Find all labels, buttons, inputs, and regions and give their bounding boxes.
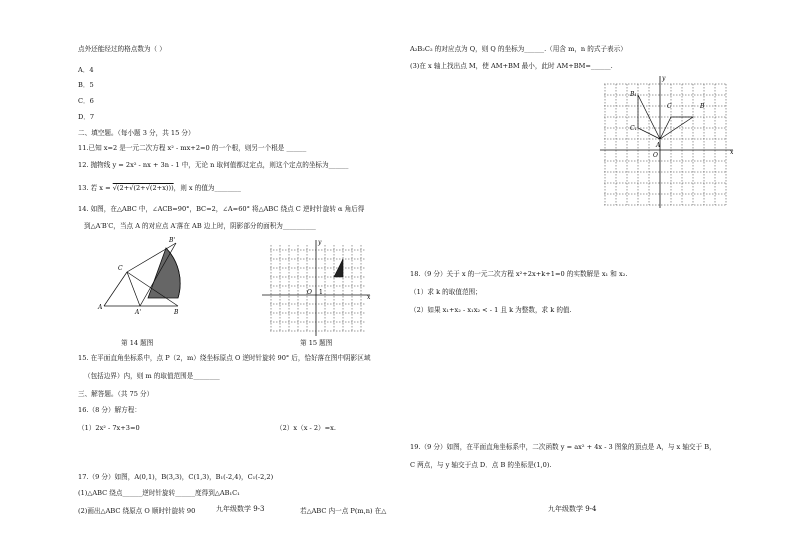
q10-tail: 点外还能经过的格点数为（ ） bbox=[78, 45, 166, 53]
question-17-line3a: (2)画出△ABC 绕原点 O 顺时针旋转 90 bbox=[78, 507, 196, 515]
footer-right: 九年级数学 9-4 bbox=[548, 505, 597, 513]
question-18: 18.（9 分）关于 x 的一元二次方程 x²+2x+k+1=0 的实数解是 x₁ 和 x₂. bbox=[410, 270, 628, 278]
label-a-prime: A' bbox=[135, 309, 141, 316]
section3-heading: 三、解答题。（共 75 分） bbox=[78, 390, 154, 398]
label-b1: B₁ bbox=[630, 91, 637, 98]
question-12: 12. 抛物线 y = 2x² - nx + 3n - 1 中，无论 n 取何值都过定点，则这个定点的坐标为______ bbox=[78, 161, 349, 169]
figure-15 bbox=[258, 232, 378, 342]
label-one: 1 bbox=[319, 289, 323, 296]
question-17-line3b: 若△ABC 内一点 P(m,n) 在△ bbox=[300, 507, 387, 515]
question-11: 11.已知 x=2 是一元二次方程 x² - mx+2=0 的一个根，则另一个根是 ______ bbox=[78, 144, 307, 152]
label-x: x bbox=[730, 149, 734, 156]
label-x: x bbox=[367, 294, 371, 301]
question-19-line2: C 两点，与 y 轴交于点 D．点 B 的坐标是(1,0). bbox=[410, 461, 552, 469]
grid-17 bbox=[604, 84, 727, 205]
question-14-line1: 14. 如图，在△ABC 中，∠ACB=90°，BC=2，∠A=60° 将△ABC 绕点 C 逆时针旋转 α 角后得 bbox=[78, 205, 365, 213]
question-16-part1: （1）2x² - 7x+3=0 bbox=[78, 424, 140, 432]
label-b-prime: B' bbox=[169, 237, 176, 244]
figure-14-caption: 第 14 题图 bbox=[121, 339, 154, 347]
option-a: A．4 bbox=[78, 66, 94, 74]
question-16-part2: （2）x（x - 2）=x. bbox=[276, 424, 336, 432]
grid-15 bbox=[270, 245, 366, 331]
question-18-part2: （2）如果 x₁+x₂ - x₁x₂ < - 1 且 k 为整数，求 k 的值. bbox=[410, 306, 572, 314]
label-a: A bbox=[656, 142, 661, 149]
label-b: B bbox=[700, 103, 705, 110]
figure-14 bbox=[95, 228, 205, 318]
label-c1: C₁ bbox=[630, 125, 637, 132]
option-b: B．5 bbox=[78, 81, 94, 89]
footer-left: 九年级数学 9-3 bbox=[216, 505, 265, 513]
label-c: C bbox=[118, 265, 123, 272]
q13-suffix: ，则 x 的值为________ bbox=[173, 184, 241, 192]
question-17-continued: A₂B₂C₂ 的对应点为 Q，则 Q 的坐标为______.（用含 m，n 的式子表示） bbox=[410, 45, 627, 53]
q13-radical: √(2+√(2+√(2+x))) bbox=[112, 184, 174, 192]
q13-prefix: 13. 若 x = bbox=[78, 184, 113, 192]
question-14-line2: 到△A′B′C，当点 A 的对应点 A′落在 AB 边上时，阴影部分的面积为__________ bbox=[84, 222, 316, 230]
label-y: y bbox=[318, 239, 322, 246]
question-17-line2: (1)△ABC 绕点______逆时针旋转______度得到△AB₁C₁ bbox=[78, 489, 240, 497]
option-d: D．7 bbox=[78, 113, 95, 121]
question-17-line1: 17.（9 分）如图，A(0,1)，B(3,3)，C(1,3)，B₁(-2,4)，C₁(-2,2) bbox=[78, 473, 274, 481]
shaded-region-15 bbox=[334, 259, 343, 277]
label-o: O bbox=[653, 152, 658, 159]
question-15-line1: 15. 在平面直角坐标系中，点 P（2，m）绕坐标原点 O 逆时针旋转 90° 后，恰好落在图中阴影区域 bbox=[78, 354, 371, 362]
label-c: C bbox=[667, 103, 672, 110]
option-c: C．6 bbox=[78, 97, 94, 105]
question-15-line2: （包括边界）内，则 m 的取值范围是________ bbox=[84, 372, 220, 380]
label-b: B bbox=[174, 309, 179, 316]
figure-15-caption: 第 15 题图 bbox=[300, 339, 333, 347]
label-y: y bbox=[662, 75, 666, 82]
question-19-line1: 19.（9 分）如图，在平面直角坐标系中，二次函数 y = ax² + 4x - 3 图象的顶点是 A，与 x 轴交于 B， bbox=[410, 443, 716, 451]
section2-heading: 二、填空题。（每小题 3 分，共 15 分） bbox=[78, 129, 195, 137]
figure-17-grid bbox=[598, 72, 738, 212]
question-13 bbox=[78, 184, 241, 192]
question-18-part1: （1）求 k 的取值范围； bbox=[410, 288, 482, 296]
shaded-sector bbox=[148, 248, 180, 298]
label-a: A bbox=[98, 304, 103, 311]
label-o: O bbox=[307, 289, 312, 296]
question-16: 16.（8 分）解方程： bbox=[78, 406, 141, 414]
question-17-part3: (3)在 x 轴上找出点 M，使 AM+BM 最小，此时 AM+BM=______. bbox=[410, 62, 613, 70]
